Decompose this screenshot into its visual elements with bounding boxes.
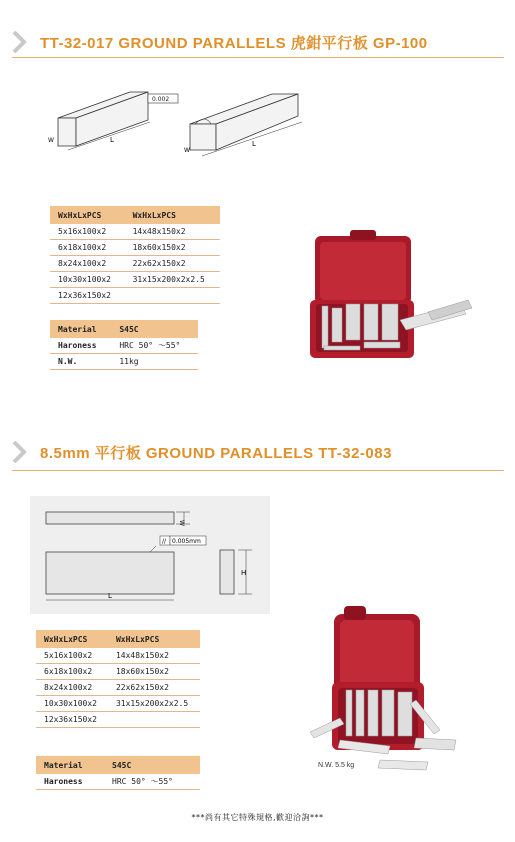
svg-text://: // (162, 538, 167, 545)
table-cell (125, 288, 220, 304)
table-cell: 5x16x100x2 (36, 648, 108, 664)
table-cell: HRC 50° ～55° (104, 774, 200, 790)
table-cell: 14x48x150x2 (125, 224, 220, 240)
footer-note: ***尚有其它特殊規格,歡迎洽詢*** (191, 813, 324, 822)
section1-header (12, 31, 428, 53)
table-cell: 5x16x100x2 (50, 224, 125, 240)
section2-l-label: L (108, 592, 112, 600)
section2-drawing (30, 496, 270, 614)
column-header: WxHxLxPCS (125, 206, 220, 224)
table-cell: 31x15x200x2x2.5 (108, 696, 200, 712)
section1-w2-label: W (184, 147, 190, 154)
chevron-right-icon (12, 31, 28, 53)
section1-w-label: W (48, 137, 54, 144)
table-cell: Haroness (50, 338, 111, 354)
table-row (50, 288, 220, 304)
table-cell: 6x18x100x2 (50, 240, 125, 256)
table-cell: N.W. (50, 354, 111, 370)
table-row (36, 680, 200, 696)
section1-l-label: L (110, 136, 114, 144)
table-row (50, 272, 220, 288)
table-row (36, 696, 200, 712)
column-header: WxHxLxPCS (36, 630, 108, 648)
table-cell: Haroness (36, 774, 104, 790)
section1-title: TT-32-017 GROUND PARALLELS 虎鉗平行板 GP-100 (40, 34, 428, 52)
section1-tolerance: 0.002 (152, 96, 170, 103)
table-cell: 8x24x100x2 (50, 256, 125, 272)
table-row (50, 240, 220, 256)
table-row (50, 354, 198, 370)
column-header: S45C (111, 320, 198, 338)
section1-drawing (40, 80, 330, 170)
table-row (50, 224, 220, 240)
section2-h-label: H (241, 569, 247, 577)
table-header-row (36, 756, 200, 774)
table-header-row (50, 206, 220, 224)
section2-size-table (36, 630, 200, 728)
column-header: Material (36, 756, 104, 774)
table-row (36, 774, 200, 790)
table-row (50, 256, 220, 272)
section1-material-table (50, 320, 198, 370)
section2-tolerance: 0.005mm (172, 538, 201, 545)
table-cell: 18x60x150x2 (108, 664, 200, 680)
table-cell: 12x36x150x2 (50, 288, 125, 304)
table-cell: 22x62x150x2 (108, 680, 200, 696)
section2-header (12, 441, 392, 463)
column-header: S45C (104, 756, 200, 774)
table-cell: 11kg (111, 354, 198, 370)
table-cell: 18x60x150x2 (125, 240, 220, 256)
section1-product-image (300, 228, 475, 368)
table-row (36, 712, 200, 728)
table-row (36, 664, 200, 680)
table-row (36, 648, 200, 664)
column-header: WxHxLxPCS (50, 206, 125, 224)
column-header: Material (50, 320, 111, 338)
section2-product-image (310, 600, 460, 775)
table-cell: 10x30x100x2 (50, 272, 125, 288)
table-cell: 10x30x100x2 (36, 696, 108, 712)
table-cell: 14x48x150x2 (108, 648, 200, 664)
section2-divider (12, 470, 504, 471)
table-cell: 12x36x150x2 (36, 712, 108, 728)
table-cell: HRC 50° ～55° (111, 338, 198, 354)
table-cell: 8x24x100x2 (36, 680, 108, 696)
table-cell: 22x62x150x2 (125, 256, 220, 272)
table-cell: 6x18x100x2 (36, 664, 108, 680)
section2-w-label: W (178, 520, 185, 526)
table-cell: 31x15x200x2x2.5 (125, 272, 220, 288)
chevron-right-icon (12, 441, 28, 463)
column-header: WxHxLxPCS (108, 630, 200, 648)
section2-material-table (36, 756, 200, 790)
section1-divider (12, 57, 504, 58)
section1-l2-label: L (252, 140, 256, 148)
section2-weight-note: N.W. 5.5 kg (318, 762, 355, 769)
section2-title: 8.5mm 平行板 GROUND PARALLELS TT-32-083 (40, 444, 392, 462)
table-row (50, 338, 198, 354)
section1-size-table (50, 206, 220, 304)
table-header-row (50, 320, 198, 338)
table-header-row (36, 630, 200, 648)
table-cell (108, 712, 200, 728)
